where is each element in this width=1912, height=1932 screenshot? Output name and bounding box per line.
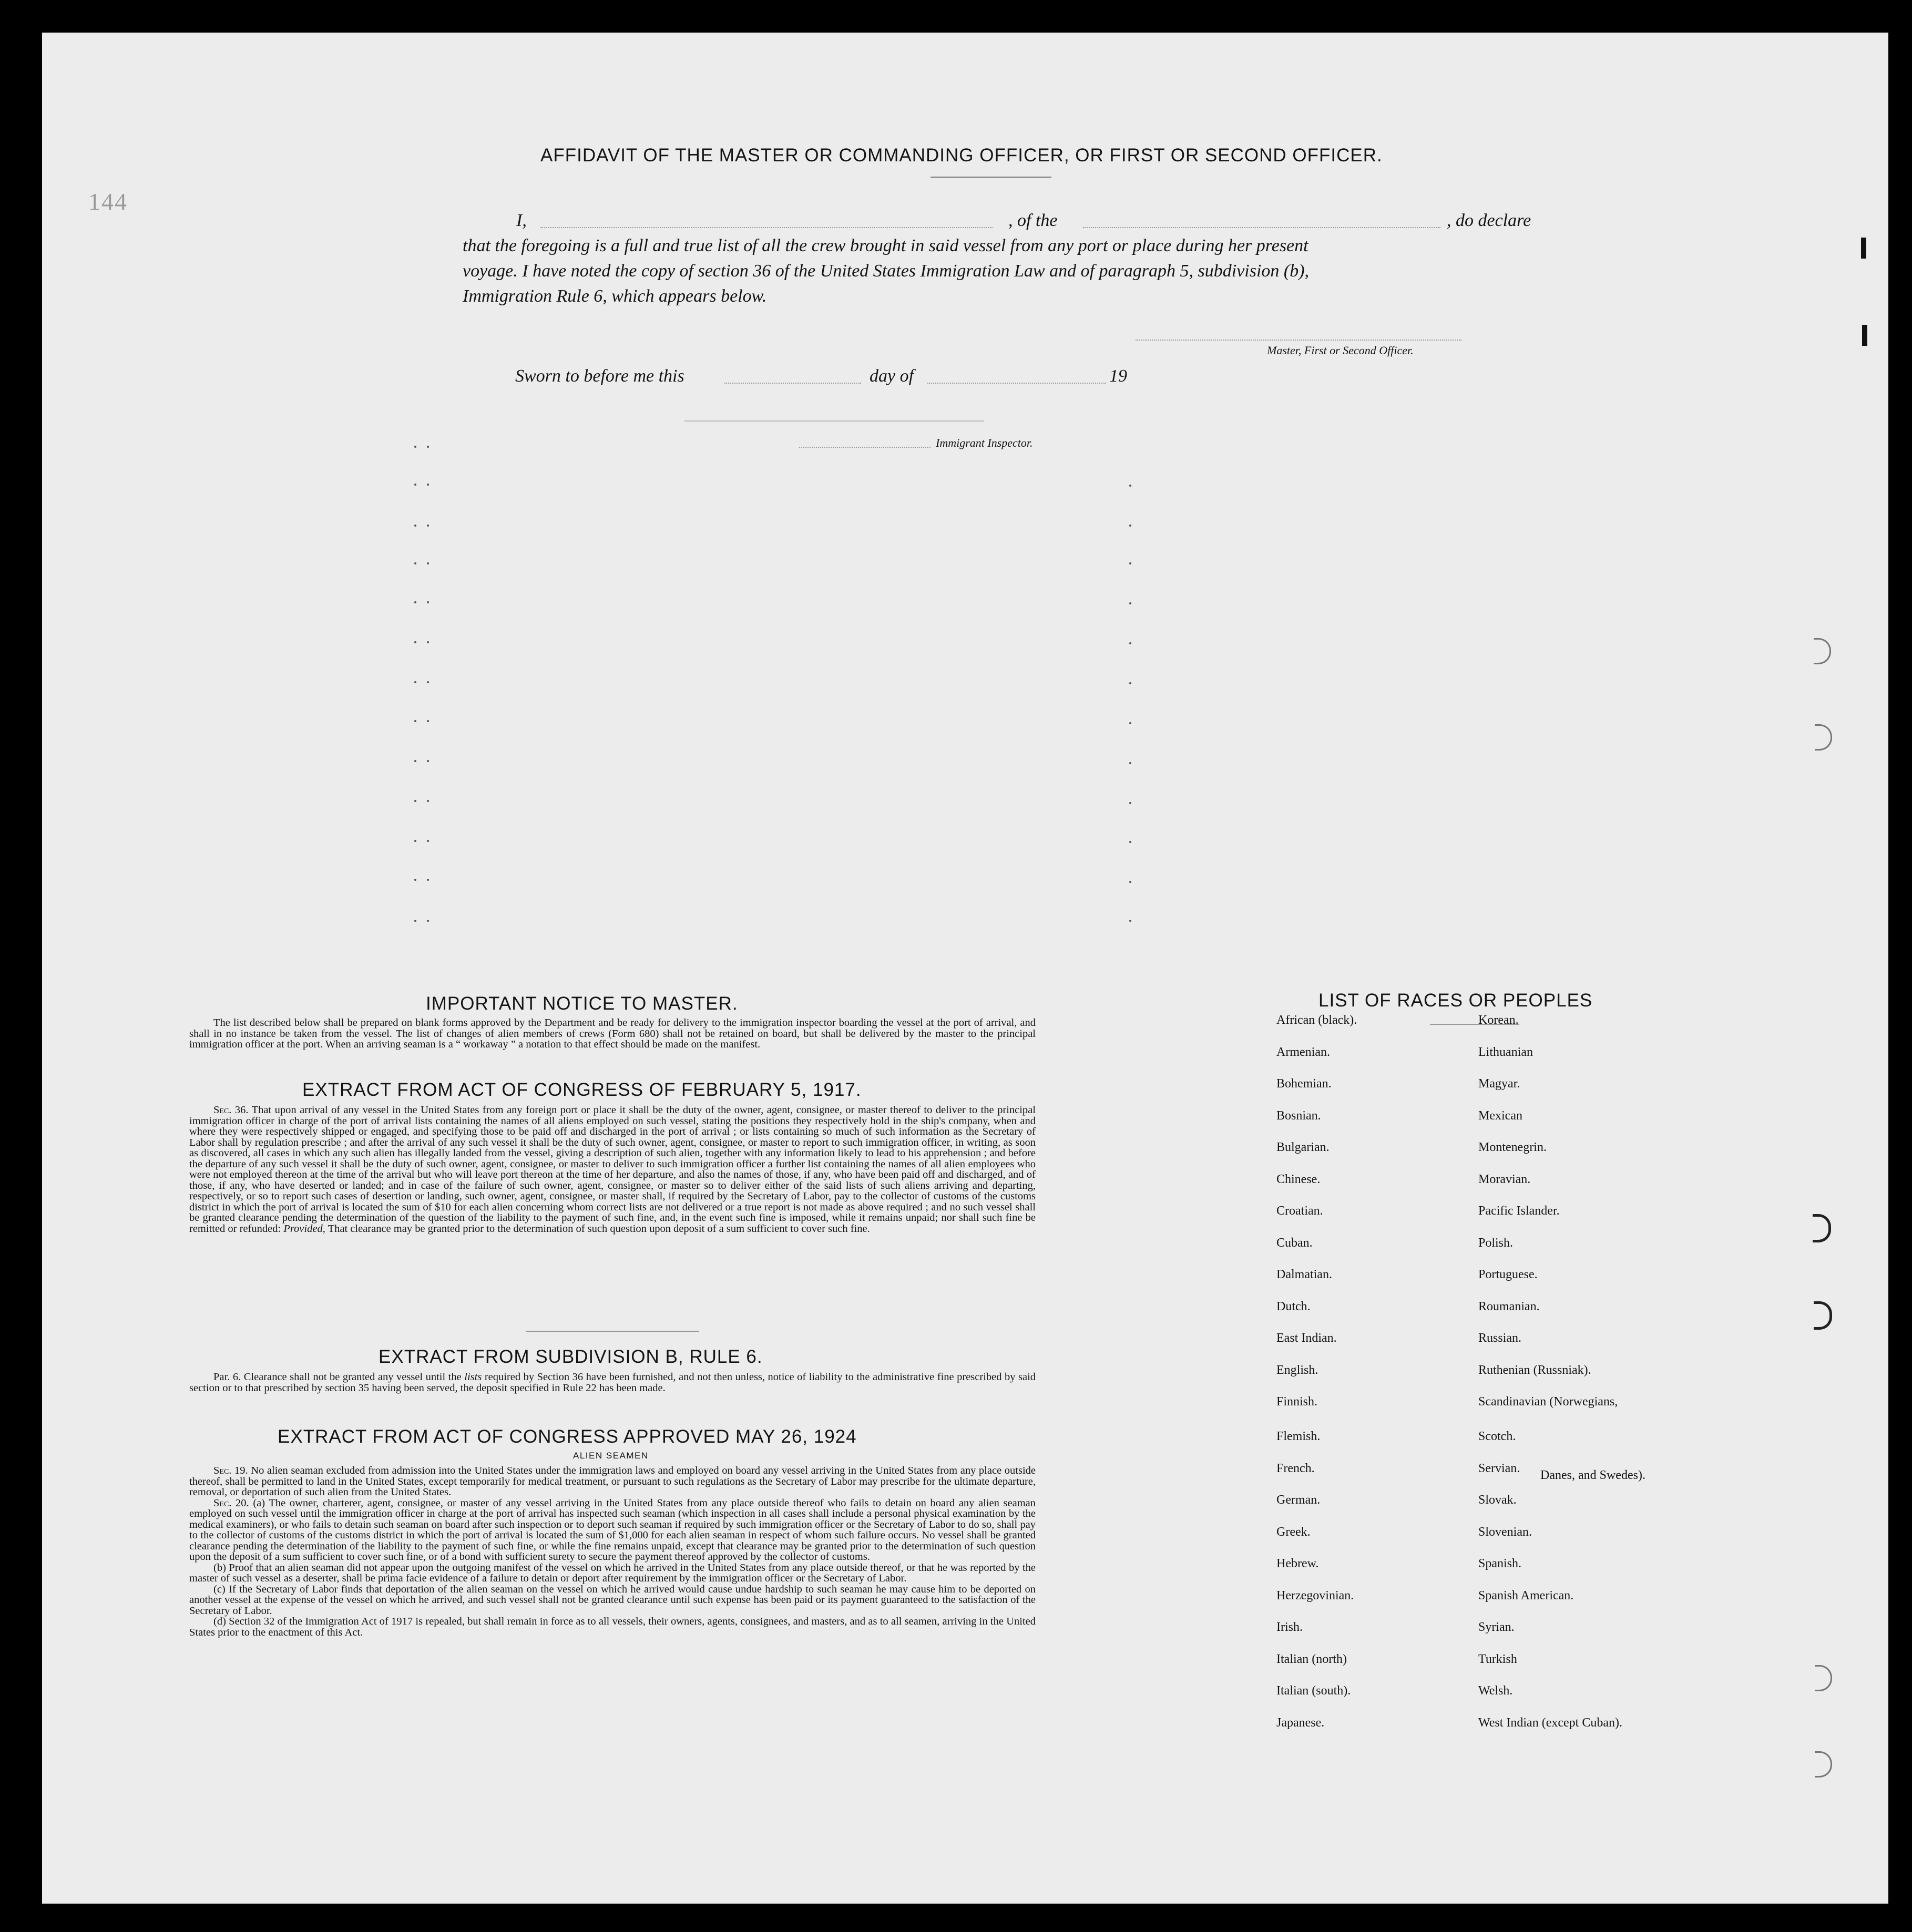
race-left-item: Dutch. [1276,1299,1311,1313]
race-left-item: Italian (south). [1276,1684,1351,1698]
race-right-item: Montenegrin. [1478,1140,1547,1154]
race-right-item: Scotch. [1478,1430,1516,1443]
race-scandinavian-continued: Danes, and Swedes). [1540,1468,1645,1482]
dot-marks [410,437,442,994]
act1917-body: That upon arrival of any vessel in the United States from any foreign port or place it shall be the duty of the owner, agent, consignee, or master thereof to deliver to the principal immigration officer in charge of the port of arrival lists containing the names of all aliens employed on such vessel, stating the positions they respectively hold in the ship's company, when and where they were respectively shipped or engaged, and specifying those to be paid off and discharged in the port of arrival ; or lists containing so much of such information as the Secretary of Labor shall by regulation prescribe ; and after the arrival of any such vessel it shall be the duty of such owner, agent, consignee, or master to report to such immigration officer, in writing, as soon as discovered, all cases in which any such alien has illegally landed from the vessel, giving a description of such alien, together with any information likely to lead to his apprehension ; and before the departure of any such vessel it shall be the duty of such owner, agent, consignee, or master to deliver to such immigration officer a further list containing the names of all alien employees who were not employed thereon at the time of the arrival but who will leave port thereon at the time of her departure, and also the names of those, if any, who have been paid off and discharged, and of those, if any, who have deserted or landed; and in case of the failure of such owner, agent, consignee, or master so to deliver either of the said lists of such aliens arriving and departing, respectively, or so to report such cases of desertion or landing, such owner, agent, consignee, or master shall, if required by the Secretary of Labor, pay to the collector of customs of the customs district in which the port of arrival is located the sum of $10 for each alien concerning whom correct lists are not delivered or a true report is not made as above required ; and no such vessel shall be granted clearance pending the determination of the question of the liability to the payment of such fine, and, in the event such fine is imposed, while it remains unpaid; nor shall such fine be remitted or refunded: [189,1104,1036,1235]
inspector-rule [684,420,984,422]
sworn-month-blank[interactable] [927,383,1106,384]
race-right-item: Roumanian. [1478,1299,1540,1313]
document-page [42,33,1888,1904]
race-right-item: Russian. [1478,1331,1522,1345]
punch-hole-3 [1813,1214,1831,1242]
vessel-blank[interactable] [1083,227,1440,228]
inspector-signature-blank[interactable] [799,447,931,448]
race-left-item: Dalmatian. [1276,1268,1332,1281]
races-title: LIST OF RACES OR PEOPLES [1318,990,1593,1011]
punch-hole-6 [1815,1751,1832,1777]
race-right-item: Syrian. [1478,1620,1515,1634]
punch-hole-5 [1815,1665,1832,1691]
edge-mark-2 [1862,325,1867,346]
rule6-body-a: Par. 6. Clearance shall not be granted any vessel until the [213,1371,462,1383]
race-left-item: Irish. [1276,1620,1303,1634]
race-right-item: Portuguese. [1478,1268,1538,1281]
race-right-item: Scandinavian (Norwegians, [1478,1395,1618,1409]
race-left-item: Bohemian. [1276,1077,1332,1091]
sec20d-body: (d) Section 32 of the Immigration Act of 1917 is repealed, but shall remain in force as to all vessels, their owners, agents, consignees, and masters, and as to all seamen, arriving in the United States prior to the enactment of this Act. [189,1616,1036,1638]
act1924-title: EXTRACT FROM ACT OF CONGRESS APPROVED MAY 26, 1924 [278,1426,857,1447]
rule6-title: EXTRACT FROM SUBDIVISION B, RULE 6. [379,1347,763,1367]
race-left-item: Croatian. [1276,1204,1323,1218]
race-left-item: Flemish. [1276,1430,1321,1443]
race-right-item: Servian. [1478,1461,1520,1475]
race-right-item: Mexican [1478,1108,1522,1123]
race-left-item: Cuban. [1276,1236,1313,1250]
notice-text [189,1018,1036,1050]
margin-page-number: 144 [88,188,128,215]
race-left-item: Japanese. [1276,1715,1325,1730]
affidavit-line-1-of-the: , of the [1008,211,1058,230]
act1917-body-end: That clearance may be granted prior to the determination of such question upon deposit of a sum sufficient to cover such fine. [328,1222,870,1235]
act1917-text [189,1105,1036,1234]
race-right-item: Turkish [1478,1652,1517,1666]
race-left-item: East Indian. [1276,1331,1337,1345]
race-left-item: Finnish. [1276,1395,1318,1409]
race-left-item: Greek. [1276,1525,1311,1539]
sec19-label: Sec. 19. [213,1465,248,1476]
act1917-section-label: Sec. 36. [213,1104,249,1116]
dot-marks-right [1125,437,1141,994]
section-rule-1 [526,1331,699,1332]
race-right-item: Lithuanian [1478,1045,1533,1059]
race-right-item: Spanish. [1478,1557,1522,1570]
race-right-item: Slovenian. [1478,1525,1532,1539]
sworn-prefix: Sworn to before me this [515,366,684,386]
race-right-item: Korean. [1478,1013,1519,1027]
race-right-item: Spanish American. [1478,1588,1574,1602]
rule6-body-b: required by Section 36 have been furnished, and not then unless, notice of liability to the administrative fine prescribed by said section or to that prescribed by section 35 having been served, the deposit specified in Rule 22 has been made. [189,1371,1036,1394]
race-left-item: Italian (north) [1276,1652,1347,1666]
act1924-subtitle: ALIEN SEAMEN [573,1451,649,1461]
edge-mark-1 [1861,238,1866,259]
sec19-body: No alien seaman excluded from admission into the United States under the immigration laws and employed on board any vessel arriving in the United States from any place outside thereof, shall be permitted to land in the United States, except temporarily for medical treatment, or pursuant to such regulations as the Secretary of Labor may prescribe for the ultimate departure, removal, or deportation of such alien from the United States. [189,1465,1036,1498]
race-right-item: Ruthenian (Russniak). [1478,1363,1591,1377]
race-right-item: Slovak. [1478,1493,1517,1507]
notice-title: IMPORTANT NOTICE TO MASTER. [426,993,738,1014]
punch-hole-1 [1814,638,1831,664]
title-rule [931,177,1051,178]
sec20c-body: (c) If the Secretary of Labor finds that deportation of the alien seaman on the vessel on which he arrived would cause undue hardship to such seaman he may cause him to be deported on another vessel at the expense of the vessel on which he arrived, and such vessel shall not be granted clearance until such expense has been paid or its payment guaranteed to the satisfaction of the Secretary of Labor. [189,1583,1036,1617]
race-left-item: Chinese. [1276,1172,1321,1186]
name-blank[interactable] [540,227,993,228]
race-right-item: Polish. [1478,1236,1514,1250]
affidavit-line-1-declare: , do declare [1447,211,1531,230]
punch-hole-2 [1815,724,1832,751]
rule6-text [189,1372,1036,1393]
race-left-item: German. [1276,1493,1321,1507]
affidavit-line-3: voyage. I have noted the copy of section 36 of the United States Immigration Law and of paragraph 5, subdivision (b), [463,261,1310,281]
sec20b-body: (b) Proof that an alien seaman did not appear upon the outgoing manifest of the vessel on which he arrived in the United States from any place outside thereof, or that he was reported by the master of such vessel as a deserter, shall be prima facie evidence of a failure to detain or deport after requirement by the immigration officer or the Secretary of Labor. [189,1561,1036,1584]
dots-column-right [1125,437,1141,994]
race-left-item: Herzegovinian. [1276,1588,1354,1602]
race-left-item: Armenian. [1276,1045,1330,1059]
act1917-provided: Provided, [283,1222,325,1235]
affidavit-title: AFFIDAVIT OF THE MASTER OR COMMANDING OFFICER, OR FIRST OR SECOND OFFICER. [540,145,1383,166]
race-left-item: African (black). [1276,1013,1357,1027]
affidavit-line-1-i: I, [516,211,527,230]
sworn-day-of: day of [870,366,914,386]
race-left-item: French. [1276,1461,1315,1475]
sworn-year: 19 [1109,366,1127,386]
race-right-item: Welsh. [1478,1684,1513,1698]
notice-paragraph: The list described below shall be prepared on blank forms approved by the Department and be ready for delivery to the immigration inspector boarding the vessel at the port of arrival, and shall in no instance be taken from the vessel. The list of changes of alien members of crews (Form 680) shall not be retained on board, but shall be delivered by the master to the principal immigration officer at the port. When an arriving seaman is a “ workaway ” a notation to that effect should be made on the manifest. [189,1017,1036,1050]
affidavit-line-2: that the foregoing is a full and true list of all the crew brought in said vessel from any port or place during her present [463,236,1308,255]
act1924-text [189,1465,1036,1638]
race-left-item: English. [1276,1363,1318,1377]
race-right-item: Moravian. [1478,1172,1531,1186]
punch-hole-4 [1814,1301,1832,1330]
affidavit-line-4: Immigration Rule 6, which appears below. [463,286,767,306]
sec20-label: Sec. 20. [213,1497,249,1509]
sworn-date-blank[interactable] [724,383,861,384]
officer-signature-label: Master, First or Second Officer. [1267,344,1414,357]
race-right-item: Magyar. [1478,1077,1520,1091]
race-left-item: Hebrew. [1276,1557,1319,1570]
race-left-item: Bulgarian. [1276,1140,1330,1154]
officer-signature-blank[interactable] [1136,340,1461,341]
inspector-label: Immigrant Inspector. [936,436,1033,449]
act1917-title: EXTRACT FROM ACT OF CONGRESS OF FEBRUARY 5, 1917. [302,1080,862,1100]
rule6-lists: lists [464,1371,482,1383]
dots-column-left [410,437,442,994]
race-right-item: Pacific Islander. [1478,1204,1560,1218]
sec20a-body: (a) The owner, charterer, agent, consignee, or master of any vessel arriving in the United States from any place outside thereof who fails to detain on board any alien seaman employed on such vessel until the immigration officer in charge at the port of arrival has inspected such seaman (which inspection in all cases shall include a personal physical examination by the medical examiners), or who fails to detain such seaman on board after such inspection or to deport such seaman if required by such immigration officer or the Secretary of Labor to do so, shall pay to the collector of customs of the customs district in which the port of arrival is located the sum of $1,000 for each alien seaman in respect of whom such failure occurs. No vessel shall be granted clearance pending the determination of the liability to the payment of such fine, or while the fine remains unpaid, except that clearance may be granted prior to the determination of such question upon the deposit of a sum sufficient to cover such fine, or of a bond with sufficient surety to secure the payment thereof approved by the collector of customs. [189,1497,1036,1563]
race-right-item: West Indian (except Cuban). [1478,1715,1622,1730]
race-left-item: Bosnian. [1276,1108,1321,1123]
